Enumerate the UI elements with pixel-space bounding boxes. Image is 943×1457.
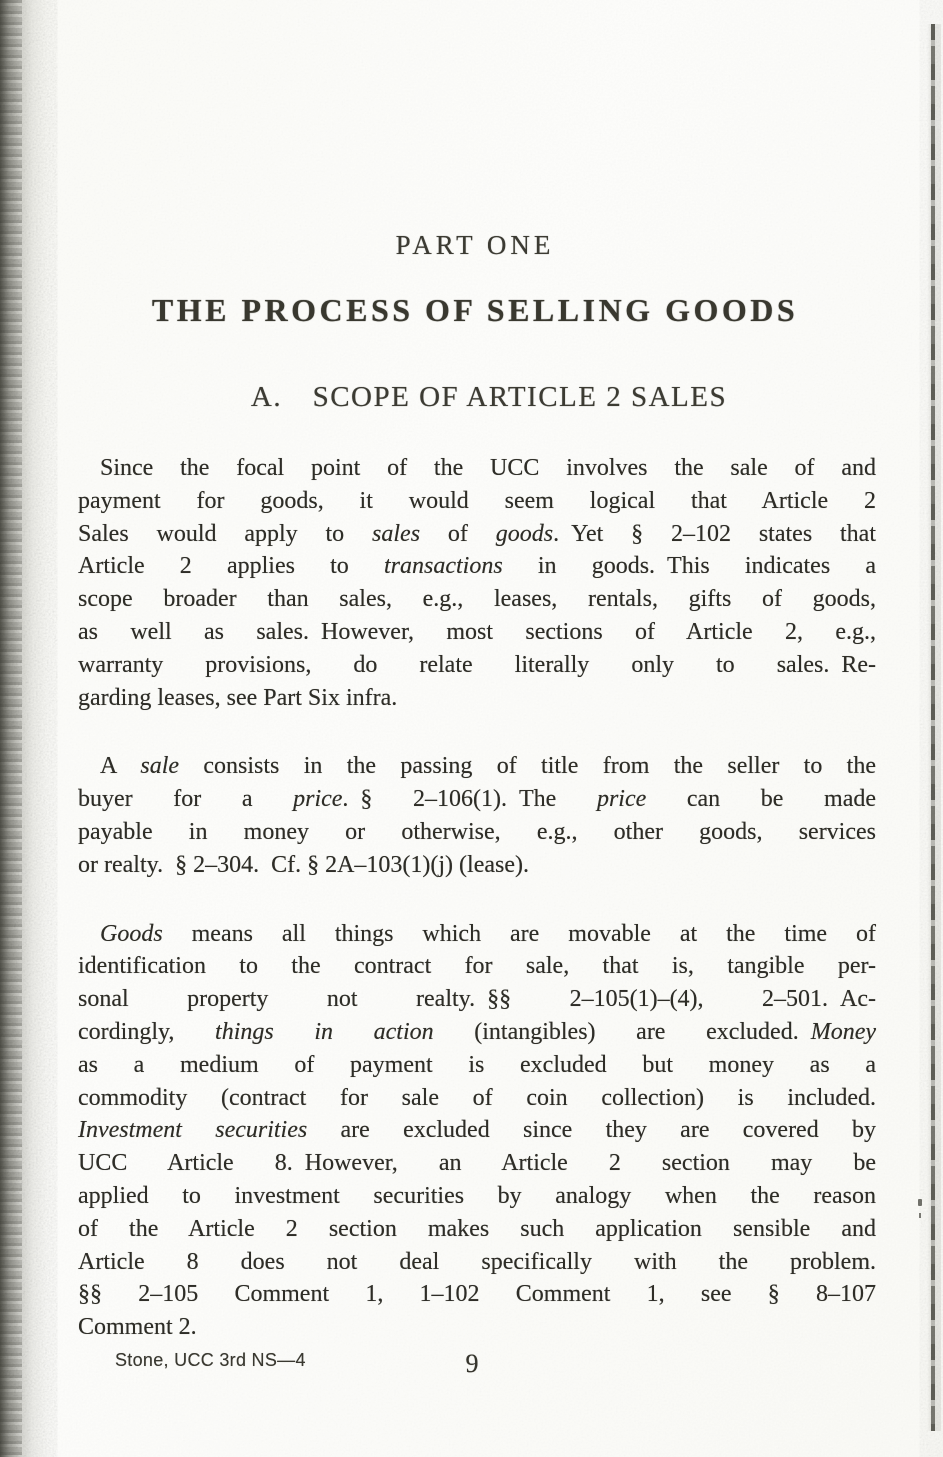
paragraph (78, 918, 876, 1344)
text-line: or realty. § 2–304. Cf. § 2A–103(1)(j) (lease). (78, 851, 529, 878)
text-line: Article 8 does not deal specifically with the problem. (78, 1248, 876, 1275)
text-line: payment for goods, it would seem logical that Article 2 (78, 487, 876, 514)
text-line: Goods means all things which are movable at the time of (100, 920, 876, 947)
text-line: Since the focal point of the UCC involves the sale of and (100, 455, 876, 481)
paragraph (78, 750, 876, 881)
text-line: buyer for a price. § 2–106(1). The price can be made (78, 786, 877, 813)
binding-shadow (0, 0, 58, 1457)
paragraph (78, 452, 876, 714)
page-edge-line (927, 24, 941, 1431)
text-line: as well as sales. However, most sections of Article 2, e.g., (78, 618, 876, 645)
text-line: Investment securities are excluded since they are covered by (78, 1117, 876, 1144)
part-heading: PART ONE (395, 230, 555, 260)
text-line: UCC Article 8. However, an Article 2 section may be (78, 1150, 876, 1177)
footer-edition-note: Stone, UCC 3rd NS—4 (115, 1350, 306, 1370)
text-line: Sales would apply to sales of goods. Yet § 2–102 states that (78, 520, 876, 547)
body-text (78, 452, 876, 1344)
text-line: as a medium of payment is excluded but money as a (78, 1051, 876, 1078)
page-number: 9 (465, 1349, 479, 1378)
page-title: THE PROCESS OF SELLING GOODS (151, 292, 799, 328)
text-line: warranty provisions, do relate literally only to sales. Re- (78, 651, 876, 678)
text-line: payable in money or otherwise, e.g., other goods, services (78, 818, 876, 845)
text-line: applied to investment securities by analogy when the reason (78, 1182, 876, 1209)
scan-artifact-mark (918, 1199, 922, 1206)
text-line: sonal property not realty. §§ 2–105(1)–(4), 2–501. Ac- (78, 986, 876, 1013)
text-line: garding leases, see Part Six infra. (78, 684, 398, 711)
text-line: commodity (contract for sale of coin collection) is included. (78, 1084, 876, 1111)
text-line: cordingly, things in action (intangibles) are excluded. Money (78, 1018, 876, 1045)
section-heading: A. SCOPE OF ARTICLE 2 SALES (250, 381, 728, 413)
text-line: of the Article 2 section makes such application sensible and (78, 1215, 876, 1242)
text-line: A sale consists in the passing of title from the seller to the (100, 753, 877, 780)
text-line: §§ 2–105 Comment 1, 1–102 Comment 1, see § 8–107 (78, 1281, 876, 1308)
text-line: Comment 2. (78, 1314, 197, 1341)
text-line: Article 2 applies to transactions in goods. This indicates a (78, 553, 876, 580)
text-line: scope broader than sales, e.g., leases, rentals, gifts of goods, (78, 586, 876, 613)
text-line: identification to the contract for sale, that is, tangible per- (78, 953, 876, 980)
